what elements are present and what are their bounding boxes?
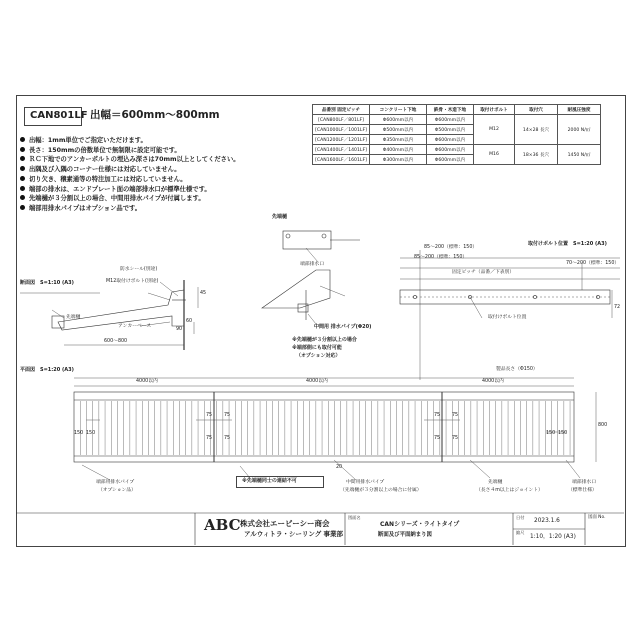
dim-75: 75	[224, 436, 231, 441]
drawing-name-2: 断面及び平面納まり図	[378, 532, 432, 538]
dim-60: 60	[186, 319, 193, 324]
plan-slat	[254, 401, 255, 455]
plan-slat	[266, 401, 267, 455]
drawing-name-label: 図面名	[348, 515, 361, 520]
spec-cell: 14×28 長穴	[515, 115, 558, 145]
spec-cell: 18×36 長穴	[515, 145, 558, 165]
plan-slat	[328, 401, 329, 455]
note-item: 端部の排水は、エンドプレート面の端部排水口が標準仕様です。	[20, 185, 240, 195]
plan-slat	[154, 401, 155, 455]
spec-header: 鉄骨・木造下地	[427, 105, 474, 115]
date-label: 日付	[516, 515, 525, 520]
seg-right: 4000以内	[482, 379, 504, 384]
spec-header: 取付穴	[515, 105, 558, 115]
tip-title: 先端樋	[272, 214, 288, 220]
plan-slat	[148, 401, 149, 455]
seg-left: 4000以内	[136, 379, 158, 384]
plan-slat	[111, 401, 112, 455]
dim-75: 75	[434, 436, 441, 441]
plan-slat	[235, 401, 236, 455]
plan-slat	[545, 401, 546, 455]
plan-slat	[458, 401, 459, 455]
plan-slat	[80, 401, 81, 455]
dim-800: 800	[598, 423, 608, 428]
note-item: 長さ：150mmの倍数単位で無制限に設定可能です。	[20, 146, 240, 156]
plan-slat	[322, 401, 323, 455]
plan-slat	[508, 401, 509, 455]
date-value: 2023.1.6	[534, 518, 560, 524]
plan-slat	[179, 401, 180, 455]
anchor-label: アンカーベース	[118, 324, 152, 329]
note-item: 出幅：1mm単位でご指定いただけます。	[20, 136, 240, 146]
plan-slat	[409, 401, 410, 455]
spec-cell: [CAN800LF／801LF]	[313, 115, 370, 125]
plan-slat	[223, 401, 224, 455]
plan-slat	[241, 401, 242, 455]
plan-slat	[489, 401, 490, 455]
dim-150: 150	[546, 431, 556, 436]
plan-slat	[396, 401, 397, 455]
spec-cell: [CAN1000LF／1001LF]	[313, 125, 370, 135]
tip-note-3: （オプション対応）	[296, 353, 341, 359]
fixed-pitch: 固定ピッチ（品番／下表別）	[452, 270, 515, 275]
company-name: 株式会社エービーシー商会	[240, 519, 330, 528]
plan-slats	[80, 401, 570, 455]
dim-20: 20	[336, 465, 343, 470]
end-outlet-label: 端部排水口	[572, 480, 596, 485]
spec-cell: Φ500mm以内	[370, 125, 427, 135]
plan-slat	[92, 401, 93, 455]
note-item: 出隅及び入隅のコーナー仕様には対応していません。	[20, 165, 240, 175]
plan-title: 平面図 S=1:20 (A3)	[20, 367, 74, 373]
bolt-position-title: 取付けボルト位置 S=1:20 (A3)	[528, 241, 607, 247]
drawing-no-label: 図面 No.	[588, 515, 606, 520]
plan-slat	[142, 401, 143, 455]
plan-slat	[291, 401, 292, 455]
scale-value: 1:10，1:20 (A3)	[530, 534, 576, 540]
dim-left2: 85～200（標準：150）	[414, 255, 468, 260]
plan-slat	[216, 401, 217, 455]
tip-gutter-label: 先端樋	[488, 480, 503, 485]
width-range: 出幅＝600mm～800mm	[90, 109, 220, 121]
spec-cell: 2000 N/㎡	[558, 115, 601, 145]
plan-slat	[130, 401, 131, 455]
spec-cell: Φ600mm以内	[427, 115, 474, 125]
spec-header: 耐風圧強度	[558, 105, 601, 115]
plan-slat	[210, 401, 211, 455]
end-pipe-label: 端部用排水パイプ	[96, 480, 135, 485]
tip-note-1: ※先端樋が３分割以上の場合	[292, 337, 357, 343]
plan-slat	[86, 401, 87, 455]
plan-slat	[371, 401, 372, 455]
plan-slat	[502, 401, 503, 455]
plan-slat	[173, 401, 174, 455]
tip-note-2: ※端部側にも取付可能	[292, 345, 342, 351]
tip-gutter-sub: （長さ４m以上はジョイント）	[476, 488, 543, 493]
plan-slat	[421, 401, 422, 455]
plan-slat	[564, 401, 565, 455]
pipe-label: 中間用 排水パイプ(Φ20)	[314, 324, 372, 330]
plan-slat	[167, 401, 168, 455]
scale-label: 縮尺	[516, 530, 525, 535]
plan-slat	[384, 401, 385, 455]
division-name: アルウィトラ・シーリング 事業部	[244, 530, 343, 538]
plan-slat	[185, 401, 186, 455]
dim-75: 75	[224, 413, 231, 418]
dim-width: 600～800	[104, 339, 128, 344]
dim-75: 75	[434, 413, 441, 418]
plan-slat	[520, 401, 521, 455]
note-item: 切り欠き、穣素通等の特注加工には対応していません。	[20, 175, 240, 185]
outlet-label: 端部排水口	[300, 262, 324, 267]
spec-header: 品番別 固定ピッチ	[313, 105, 370, 115]
plan-slat	[340, 401, 341, 455]
plan-slat	[440, 401, 441, 455]
note-item: 端部用排水パイプはオプション品です。	[20, 204, 240, 214]
dim-75: 75	[452, 413, 459, 418]
plan-slat	[433, 401, 434, 455]
plan-slat	[117, 401, 118, 455]
dim-90: 90	[176, 327, 183, 332]
seg-mid: 4000以内	[306, 379, 328, 384]
model-name: CAN801LF	[30, 110, 88, 121]
note-item: ＲＣ下地でのアンカーボルトの埋込み深さは70mm以上としてください。	[20, 155, 240, 165]
plan-slat	[402, 401, 403, 455]
company-logo: ABC	[204, 516, 241, 534]
plan-slat	[229, 401, 230, 455]
plan-slat	[415, 401, 416, 455]
plan-slat	[347, 401, 348, 455]
bolt-position-label: 取付けボルト位置	[488, 315, 527, 320]
spec-header: コンクリート下地	[370, 105, 427, 115]
plan-slat	[260, 401, 261, 455]
end-outlet-sub: （標準仕様）	[568, 488, 597, 493]
plan-slat	[297, 401, 298, 455]
tip-detail-drawing	[262, 231, 360, 324]
plan-slat	[514, 401, 515, 455]
spec-cell: [CAN1600LF／1601LF]	[313, 155, 370, 165]
dim-150: 150	[74, 431, 84, 436]
plan-slat	[334, 401, 335, 455]
plan-slat	[365, 401, 366, 455]
plan-slat	[446, 401, 447, 455]
spec-cell: M12	[474, 115, 515, 145]
spec-cell: [CAN1200LF／1201LF]	[313, 135, 370, 145]
plan-slat	[192, 401, 193, 455]
plan-slat	[204, 401, 205, 455]
spec-cell: Φ600mm以内	[427, 135, 474, 145]
seal-label: 防水シール(別途)	[120, 267, 158, 272]
spec-header: 取付けボルト	[474, 105, 515, 115]
plan-slat	[99, 401, 100, 455]
spec-cell: Φ500mm以内	[427, 125, 474, 135]
plan-slat	[378, 401, 379, 455]
spec-cell: Φ400mm以内	[370, 145, 427, 155]
plan-slat	[198, 401, 199, 455]
end-pipe-sub: （オプション品）	[98, 488, 136, 493]
plan-slat	[483, 401, 484, 455]
bolt-label: M12取付けボルト(別途)	[106, 279, 159, 284]
plan-slat	[477, 401, 478, 455]
spec-cell: Φ600mm以内	[427, 155, 474, 165]
gutter-label: 先端樋	[66, 315, 81, 320]
plan-slat	[464, 401, 465, 455]
plan-slat	[247, 401, 248, 455]
dim-right: 70～200（標準：150）	[566, 261, 620, 266]
spec-cell: Φ300mm以内	[370, 155, 427, 165]
plan-slat	[303, 401, 304, 455]
spec-cell: Φ350mm以内	[370, 135, 427, 145]
plan-slat	[272, 401, 273, 455]
plan-slat	[570, 401, 571, 455]
spec-cell: Φ600mm以内	[370, 115, 427, 125]
plan-slat	[495, 401, 496, 455]
plan-slat	[557, 401, 558, 455]
plan-slat	[278, 401, 279, 455]
product-length: 製品長さ（Φ150）	[496, 367, 538, 372]
dim-left1: 85～200（標準：150）	[424, 245, 478, 250]
plan-slat	[353, 401, 354, 455]
dim-75: 75	[206, 436, 213, 441]
mid-pipe-sub: （先端樋が３分割以上の場合に付属）	[340, 488, 422, 493]
spec-cell: Φ600mm以内	[427, 145, 474, 155]
plan-slat	[533, 401, 534, 455]
plan-slat	[123, 401, 124, 455]
spec-cell: M16	[474, 145, 515, 165]
plan-slat	[309, 401, 310, 455]
spec-cell: 1450 N/㎡	[558, 145, 601, 165]
plan-slat	[285, 401, 286, 455]
plan-slat	[359, 401, 360, 455]
plan-slat	[105, 401, 106, 455]
no-connect-label: ※先端樋同士の連結不可	[242, 478, 297, 484]
dim-150: 150	[558, 431, 568, 436]
dim-72: 72	[614, 305, 621, 310]
mid-pipe-label: 中間用排水パイプ	[346, 480, 385, 485]
drawing-name-1: CANシリーズ・ライトタイプ	[380, 521, 460, 528]
plan-slat	[452, 401, 453, 455]
plan-drawing	[74, 378, 596, 480]
plan-slat	[161, 401, 162, 455]
plan-slat	[539, 401, 540, 455]
plan-slat	[390, 401, 391, 455]
dim-45: 45	[200, 291, 207, 296]
plan-slat	[316, 401, 317, 455]
plan-slat	[136, 401, 137, 455]
plan-slat	[427, 401, 428, 455]
dim-75: 75	[206, 413, 213, 418]
note-item: 先端樋が３分割以上の場合、中間用排水パイプが付属します。	[20, 194, 240, 204]
plan-slat	[471, 401, 472, 455]
plan-slat	[526, 401, 527, 455]
plan-slat	[551, 401, 552, 455]
section-title: 断面図 S=1:10 (A3)	[20, 280, 74, 286]
dim-75: 75	[452, 436, 459, 441]
spec-cell: [CAN1400LF／1401LF]	[313, 145, 370, 155]
dim-150: 150	[86, 431, 96, 436]
